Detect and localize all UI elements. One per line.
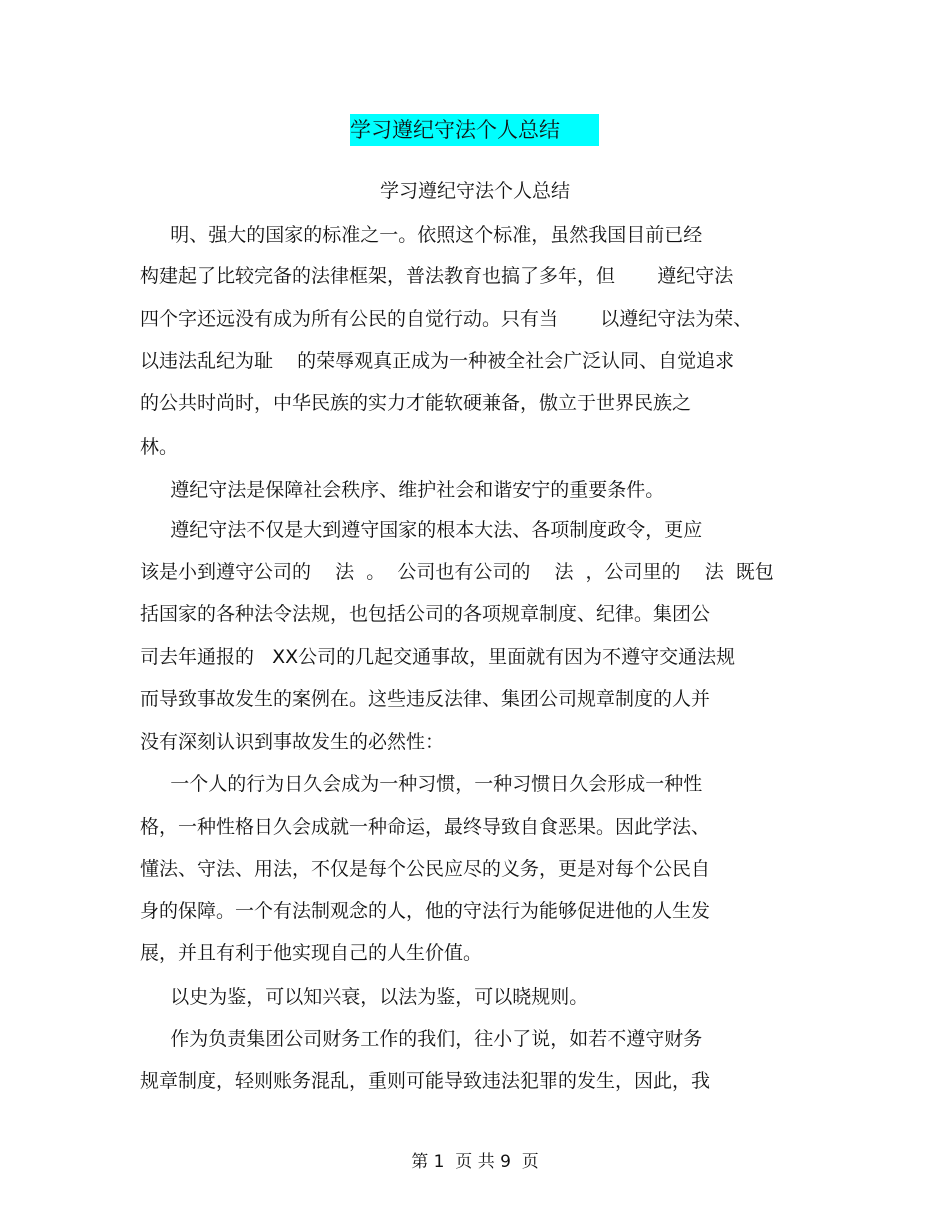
body-line: 作为负责集团公司财务工作的我们，往小了说，如若不遵守财务 [140,1028,703,1050]
body-line: 展，并且有利于他实现自己的人生价值。 [140,942,483,964]
document-subtitle: 学习遵纪守法个人总结 [379,180,570,202]
body-line: 四个字还远没有成为所有公民的自觉行动。只有当 以遵纪守法为荣、 [140,308,753,330]
body-line: 的公共时尚时，中华民族的实力才能软硬兼备，傲立于世界民族之 [140,392,692,414]
body-line: 规章制度，轻则账务混乱，重则可能导致违法犯罪的发生，因此，我 [140,1070,711,1092]
body-line: 遵纪守法不仅是大到遵守国家的根本大法、各项制度政令，更应 [140,519,703,541]
body-line: 遵纪守法是保障社会秩序、维护社会和谐安宁的重要条件。 [140,479,665,501]
body-line: 懂法、守法、用法，不仅是每个公民应尽的义务，更是对每个公民自 [140,858,711,880]
document-title-text: 学习遵纪守法个人总结 [350,118,560,142]
document-title [350,114,599,146]
page-number: 第 1 页 共 9 页 [411,1152,539,1172]
body-line: 构建起了比较完备的法律框架，普法教育也搞了多年，但 遵纪守法 [140,265,734,287]
body-line: 以史为鉴，可以知兴衰，以法为鉴，可以晓规则。 [140,986,589,1008]
body-line: 没有深刻认识到事故发生的必然性： [140,731,445,753]
body-line: 格，一种性格日久会成就一种命运，最终导致自食恶果。因此学法、 [140,816,711,838]
body-line: 司去年通报的 XX公司的几起交通事故，里面就有因为不遵守交通法规 [140,646,736,668]
body-line: 林。 [140,436,179,458]
body-line: 而导致事故发生的案例在。这些违反法律、集团公司规章制度的人并 [140,688,711,710]
body-line: 身的保障。一个有法制观念的人，他的守法行为能够促进他的人生发 [140,900,711,922]
body-line: 明、强大的国家的标准之一。依照这个标准，虽然我国目前已经 [140,224,703,246]
body-line: 括国家的各种法令法规，也包括公司的各项规章制度、纪律。集团公 [140,603,711,625]
body-line: 以违法乱纪为耻 的荣辱观真正成为一种被全社会广泛认同、自觉追求 [140,350,735,372]
body-line: 该是小到遵守公司的 法 。 公司也有公司的 法 ，公司里的 法 既包 [140,561,774,583]
body-line: 一个人的行为日久会成为一种习惯，一种习惯日久会形成一种性 [140,773,703,795]
